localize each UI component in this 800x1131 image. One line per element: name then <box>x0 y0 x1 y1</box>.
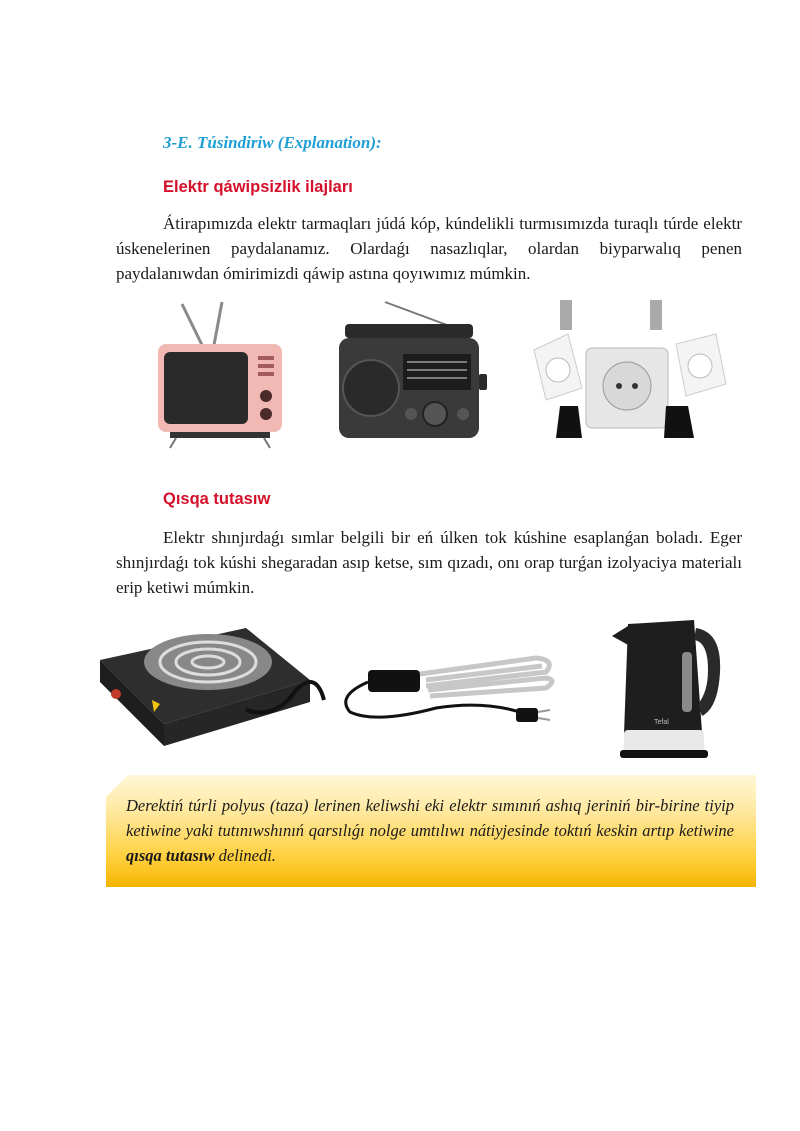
callout-text-end: delinedi. <box>214 846 276 865</box>
socket-plug-icon <box>520 298 740 450</box>
immersion-heater-icon <box>336 640 562 732</box>
radio-icon <box>335 298 495 444</box>
kettle-brand-label: Tefal <box>654 719 669 726</box>
definition-callout-text <box>126 793 734 868</box>
tv-icon <box>150 300 290 452</box>
immersion-heater-image <box>336 640 562 732</box>
kettle-image <box>610 612 728 764</box>
heading-safety-measures: Elektr qáwipsizlik ilajları <box>163 178 353 196</box>
heading-short-circuit: Qısqa tutasıw <box>163 490 271 508</box>
socket-plug-image <box>520 298 740 450</box>
tv-image <box>150 300 290 452</box>
paragraph-short-circuit: Elektr shınjırdaǵı sımlar belgili bir eń úlken tok kúshine esaplanǵan boladı. Eger shınjırdaǵı tok kúshi shegaradan asıp ketse, sım qızadı, onı orap turǵan izolyaciya materialı erip ketiwi múmkin. <box>116 528 742 597</box>
radio-image <box>335 298 495 444</box>
callout-term: qısqa tutasıw <box>126 846 215 865</box>
callout-text-start: Derektiń túrli polyus (taza) lerinen keliwshi eki elektr sımınıń ashıq jeriniń bir-birine tiyip ketiwine yaki tutınıwshınıń qarsılıǵı nolge umtılıwı nátiyjesinde toktıń keskin artıp ketiwine <box>126 796 734 840</box>
paragraph-safety: Átirapımızda elektr tarmaqları júdá kóp, kúndelikli turmısımızda turaqlı túrde elektr úskenelerinen paydalanamız. Olardaǵı nasazlıqlar, olardan biyparwalıq penen paydalanıwdan ómirimizdi qáwip astına qoyıwımız múmkin. <box>116 214 742 283</box>
electric-kettle-icon <box>610 612 728 764</box>
section-title: 3-E. Túsindiriw (Explanation): <box>163 133 382 152</box>
hotplate-icon <box>96 620 328 750</box>
hotplate-image <box>96 620 328 750</box>
